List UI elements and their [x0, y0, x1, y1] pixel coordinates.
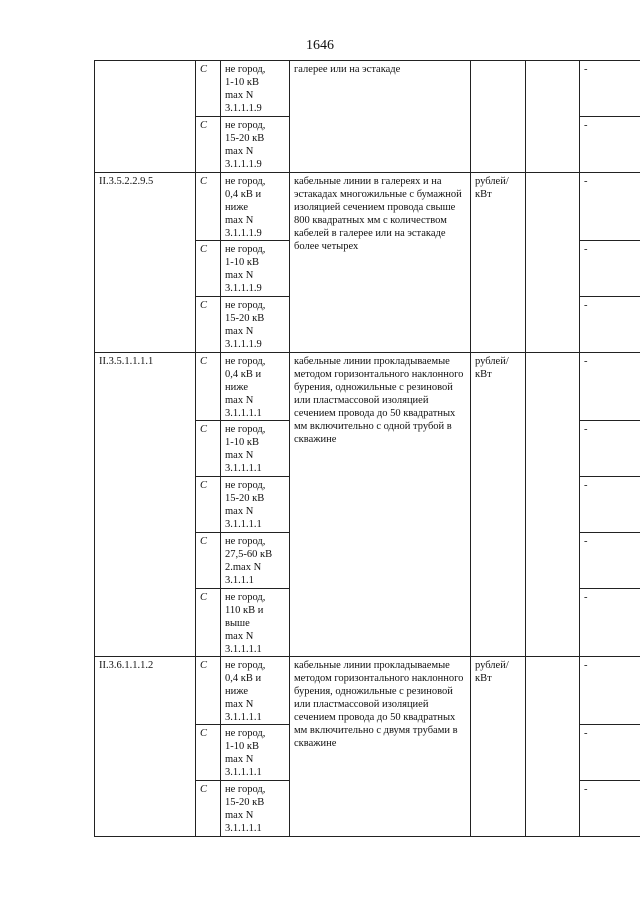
category-letter: С: [196, 725, 221, 781]
category-letter: С: [196, 533, 221, 589]
voltage-level: не город, 0,4 кВ и ниже max N 3.1.1.1.9: [221, 173, 290, 241]
unit: рублей/ кВт: [471, 353, 526, 657]
rate-value: -: [580, 297, 640, 353]
line-description: кабельные линии в галереях и на эстакадах многожильные с бумажной изоляцией сечением провода свыше 800 квадратных мм с количеством кабелей в галерее или на эстакаде более четырех: [290, 173, 471, 353]
unit: [471, 61, 526, 173]
tariff-table: [94, 60, 640, 837]
rate-value: -: [580, 781, 640, 837]
empty-cell: [526, 173, 580, 353]
category-letter: С: [196, 477, 221, 533]
voltage-level: не город, 15-20 кВ max N 3.1.1.1.1: [221, 477, 290, 533]
voltage-level: не город, 0,4 кВ и ниже max N 3.1.1.1.1: [221, 657, 290, 725]
category-letter: С: [196, 173, 221, 241]
rate-value: -: [580, 61, 640, 117]
category-letter: С: [196, 589, 221, 657]
voltage-level: не город, 110 кВ и выше max N 3.1.1.1.1: [221, 589, 290, 657]
page-number: 1646: [306, 38, 334, 53]
line-description: галерее или на эстакаде: [290, 61, 471, 173]
rate-value: -: [580, 117, 640, 173]
empty-cell: [526, 61, 580, 173]
rate-value: -: [580, 421, 640, 477]
row-code: II.3.5.2.2.9.5: [95, 173, 196, 353]
line-description: кабельные линии прокладываемые методом горизонтального наклонного бурения, одножильные с резиновой или пластмассовой изоляцией сечением провода до 50 квадратных мм включительно с одной трубой в скважине: [290, 353, 471, 657]
voltage-level: не город, 1-10 кВ max N 3.1.1.1.1: [221, 725, 290, 781]
category-letter: С: [196, 657, 221, 725]
category-letter: С: [196, 297, 221, 353]
rate-value: -: [580, 477, 640, 533]
rate-value: -: [580, 725, 640, 781]
tariff-table-body: [95, 61, 640, 837]
rate-value: -: [580, 657, 640, 725]
unit: рублей/ кВт: [471, 657, 526, 837]
table-row: [95, 173, 640, 241]
category-letter: С: [196, 421, 221, 477]
category-letter: С: [196, 241, 221, 297]
voltage-level: не город, 0,4 кВ и ниже max N 3.1.1.1.1: [221, 353, 290, 421]
category-letter: С: [196, 117, 221, 173]
voltage-level: не город, 15-20 кВ max N 3.1.1.1.9: [221, 297, 290, 353]
voltage-level: не город, 27,5-60 кВ 2.max N 3.1.1.1: [221, 533, 290, 589]
voltage-level: не город, 1-10 кВ max N 3.1.1.1.1: [221, 421, 290, 477]
table-row: [95, 657, 640, 725]
table-row: [95, 353, 640, 421]
voltage-level: не город, 1-10 кВ max N 3.1.1.1.9: [221, 61, 290, 117]
row-code: II.3.6.1.1.1.2: [95, 657, 196, 837]
line-description: кабельные линии прокладываемые методом горизонтального наклонного бурения, одножильные с резиновой или пластмассовой изоляцией сечением провода до 50 квадратных мм включительно с двумя трубами в скважине: [290, 657, 471, 837]
rate-value: -: [580, 533, 640, 589]
voltage-level: не город, 15-20 кВ max N 3.1.1.1.1: [221, 781, 290, 837]
category-letter: С: [196, 61, 221, 117]
category-letter: С: [196, 781, 221, 837]
rate-value: -: [580, 241, 640, 297]
unit: рублей/ кВт: [471, 173, 526, 353]
rate-value: -: [580, 589, 640, 657]
empty-cell: [526, 657, 580, 837]
rate-value: -: [580, 173, 640, 241]
row-code: [95, 61, 196, 173]
empty-cell: [526, 353, 580, 657]
table-row: [95, 61, 640, 117]
category-letter: С: [196, 353, 221, 421]
voltage-level: не город, 1-10 кВ max N 3.1.1.1.9: [221, 241, 290, 297]
row-code: II.3.5.1.1.1.1: [95, 353, 196, 657]
rate-value: -: [580, 353, 640, 421]
voltage-level: не город, 15-20 кВ max N 3.1.1.1.9: [221, 117, 290, 173]
